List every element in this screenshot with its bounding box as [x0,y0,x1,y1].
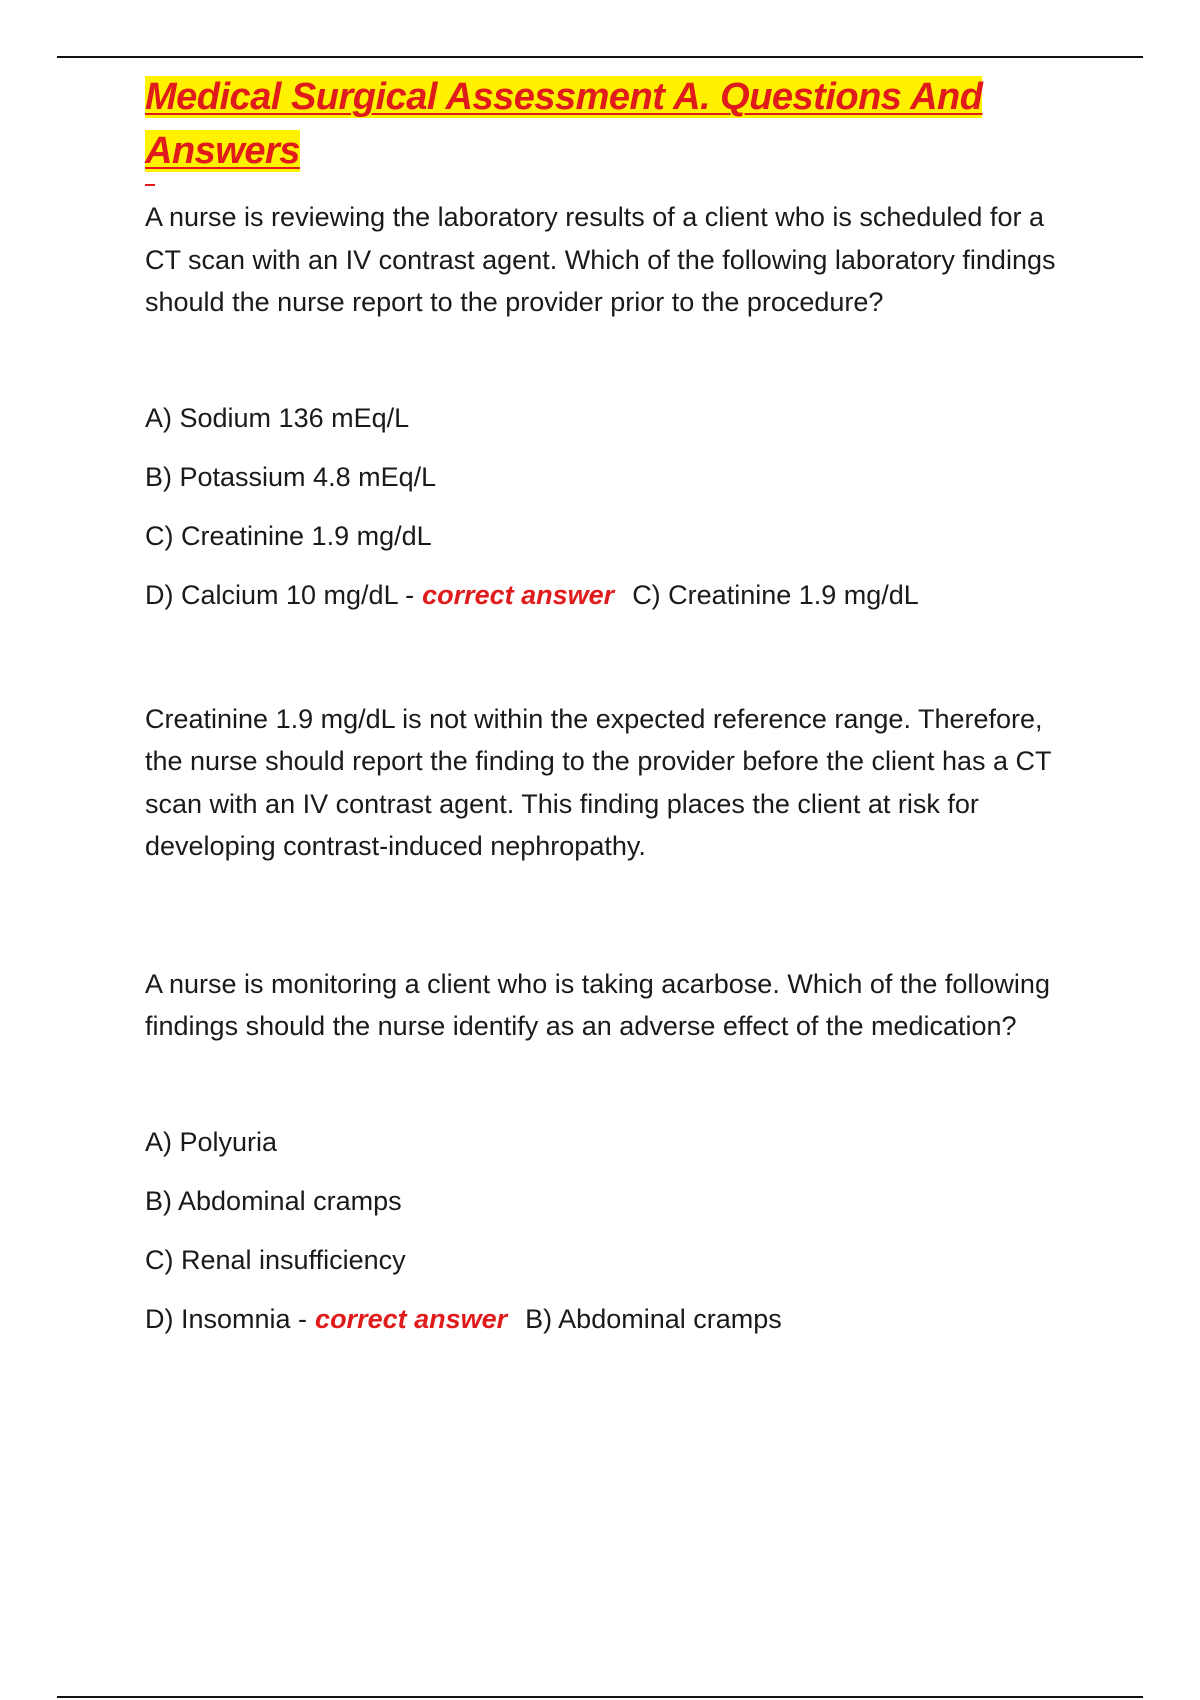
option-item: A) Polyuria [145,1126,278,1157]
correct-answer-value: C) Creatinine 1.9 mg/dL [632,579,919,610]
option-item-with-answer: D) Insomnia - correct answer B) Abdominal cramps [145,1303,782,1334]
bottom-rule [57,1696,1143,1698]
option-item: B) Potassium 4.8 mEq/L [145,461,437,492]
question-1-options [145,402,1085,638]
correct-answer-label: correct answer [422,579,615,610]
document-title: Medical Surgical Assessment A. Questions And Answers [145,76,983,172]
option-item: A) Sodium 136 mEq/L [145,402,410,433]
correct-answer-label: correct answer [315,1303,508,1334]
option-item-with-answer: D) Calcium 10 mg/dL - correct answer C) Creatinine 1.9 mg/dL [145,579,919,610]
option-item: C) Renal insufficiency [145,1244,406,1275]
option-item: B) Abdominal cramps [145,1185,402,1216]
question-1-prompt: A nurse is reviewing the laboratory results of a client who is scheduled for a CT scan with an IV contrast agent. Which of the following laboratory findings should the nurse report to the provider prior to the procedure? [145,202,1056,317]
question-1 [145,196,1085,868]
correct-answer-value: B) Abdominal cramps [525,1303,782,1334]
question-2 [145,963,1085,1362]
title-underline-mark [145,184,155,186]
option-item: C) Creatinine 1.9 mg/dL [145,520,432,551]
top-rule [57,56,1143,58]
question-2-options [145,1126,1085,1362]
question-1-explanation: Creatinine 1.9 mg/dL is not within the expected reference range. Therefore, the nurse should report the finding to the provider before the client has a CT scan with an IV contrast agent. This finding places the client at risk for developing contrast-induced nephropathy. [145,703,1052,861]
document-body [145,70,1085,1362]
question-2-prompt: A nurse is monitoring a client who is taking acarbose. Which of the following findings should the nurse identify as an adverse effect of the medication? [145,968,1050,1041]
